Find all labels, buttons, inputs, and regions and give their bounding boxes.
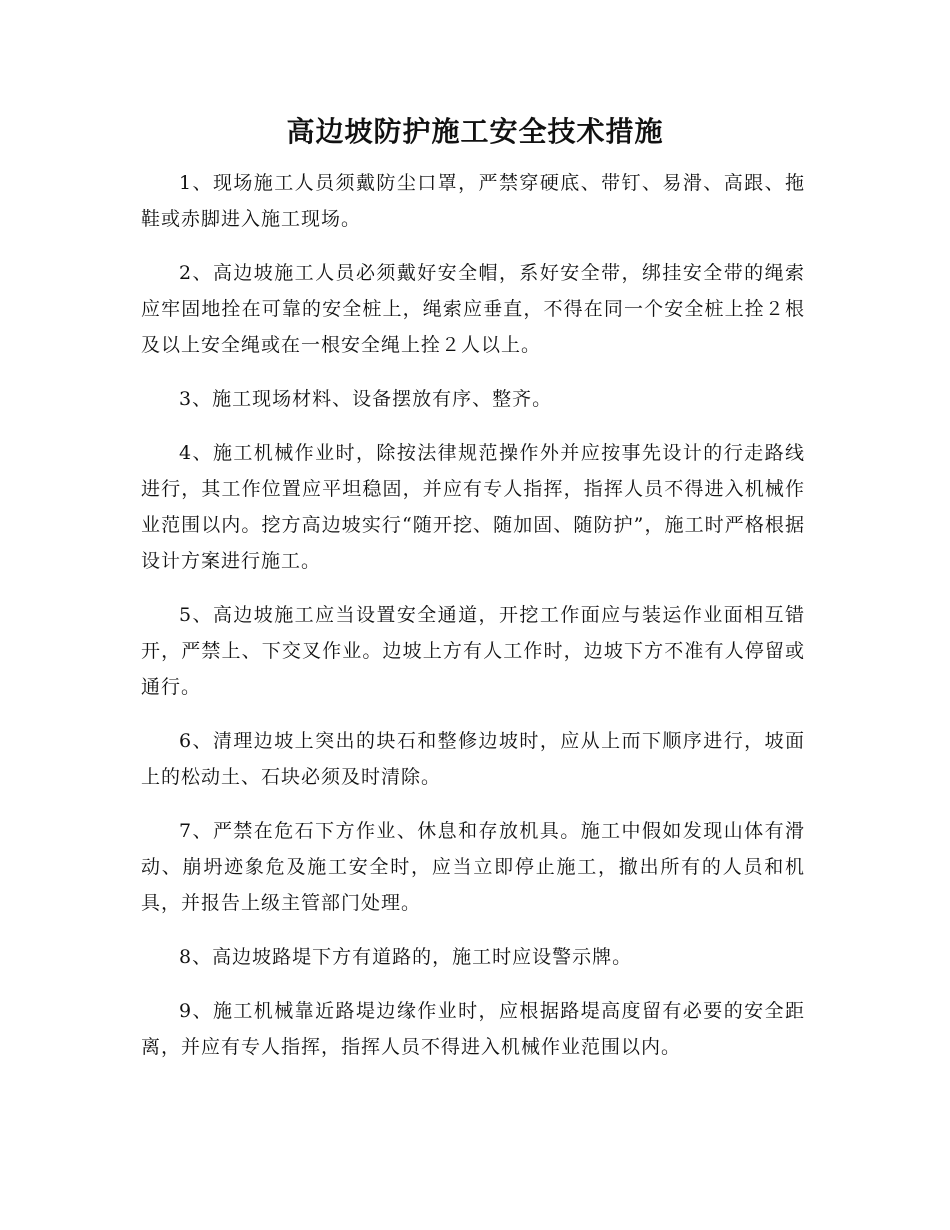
paragraph-5: 5、高边坡施工应当设置安全通道，开挖工作面应与装运作业面相互错开，严禁上、下交叉作业。边坡上方有人工作时，边坡下方不准有人停留或通行。 (141, 604, 805, 698)
document-title: 高边坡防护施工安全技术措施 (286, 115, 664, 148)
paragraph-8: 8、高边坡路堤下方有道路的，施工时应设警示牌。 (179, 946, 633, 968)
paragraph-7: 7、严禁在危石下方作业、休息和存放机具。施工中假如发现山体有滑动、崩坍迹象危及施工安全时，应当立即停止施工，撤出所有的人员和机具，并报告上级主管部门处理。 (141, 820, 805, 914)
paragraph-6: 6、清理边坡上突出的块石和整修边坡时，应从上而下顺序进行，坡面上的松动土、石块必须及时清除。 (141, 730, 805, 788)
paragraph-2: 2、高边坡施工人员必须戴好安全帽，系好安全带，绑挂安全带的绳索应牢固地拴在可靠的安全桩上，绳索应垂直，不得在同一个安全桩上拴２根及以上安全绳或在一根安全绳上拴２人以上。 (141, 262, 805, 356)
paragraph-4: 4、施工机械作业时，除按法律规范操作外并应按事先设计的行走路线进行，其工作位置应平坦稳固，并应有专人指挥，指挥人员不得进入机械作业范围以内。挖方高边坡实行“随开挖、随加固、随防护”，施工时严格根据设计方案进行施工。 (141, 442, 805, 572)
paragraph-1: 1、现场施工人员须戴防尘口罩，严禁穿硬底、带钉、易滑、高跟、拖鞋或赤脚进入施工现场。 (141, 172, 805, 230)
paragraph-3: 3、施工现场材料、设备摆放有序、整齐。 (179, 388, 553, 410)
document-body (141, 165, 805, 1083)
paragraph-9: 9、施工机械靠近路堤边缘作业时，应根据路堤高度留有必要的安全距离，并应有专人指挥，指挥人员不得进入机械作业范围以内。 (141, 1000, 805, 1058)
